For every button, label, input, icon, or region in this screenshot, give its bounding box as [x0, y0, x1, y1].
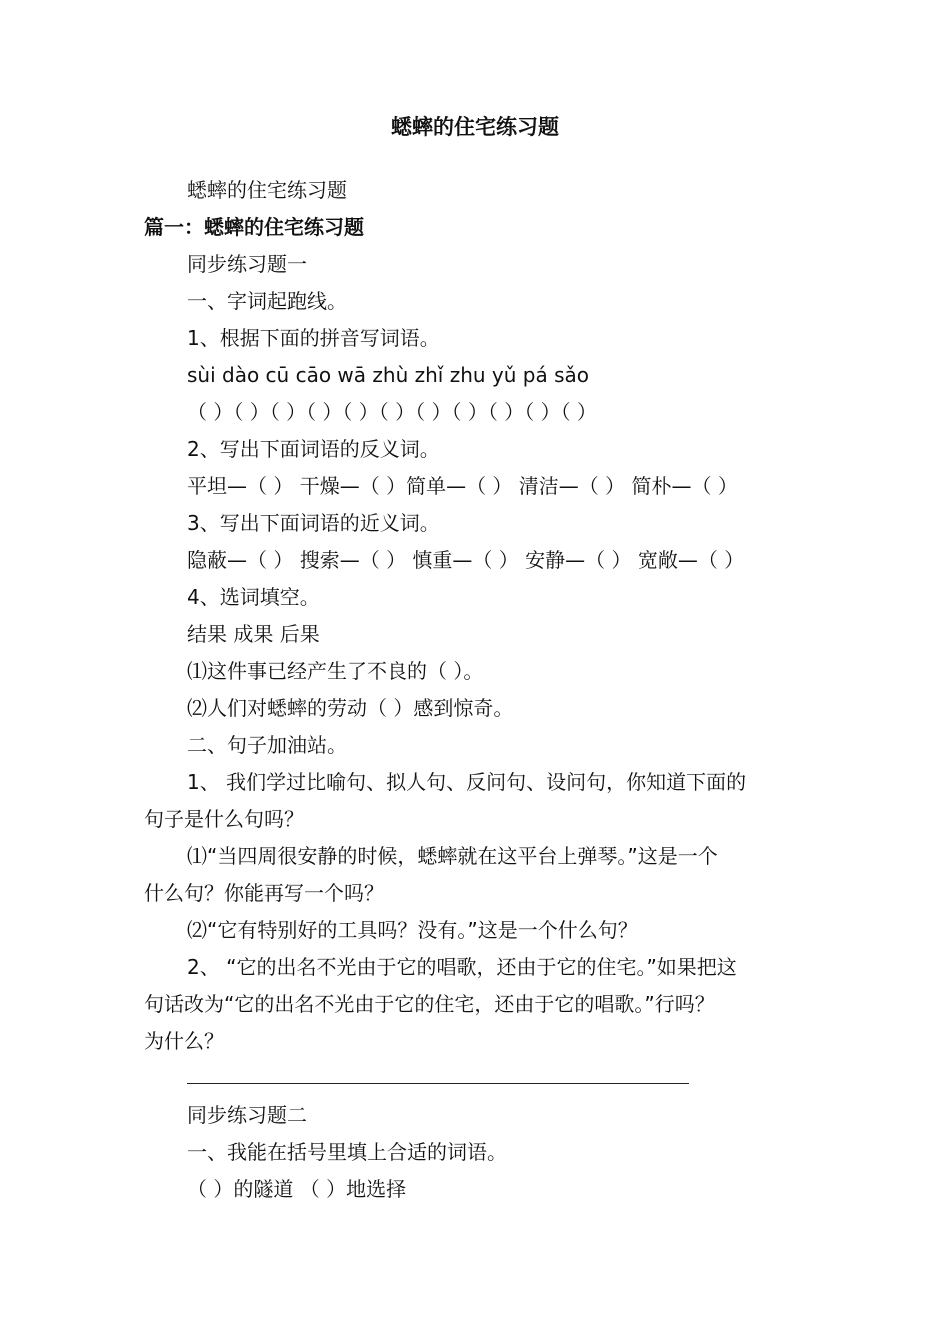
paragraph-line: 什么句？你能再写一个吗？ — [144, 881, 384, 905]
paragraph-line: ⑵“它有特别好的工具吗？没有。”这是一个什么句？ — [187, 918, 638, 942]
word-choices-line: 结果 成果 后果 — [187, 622, 320, 646]
synonym-line: 隐蔽—（ ） 搜索—（ ） 慎重—（ ） 安静—（ ） 宽敞—（ ） — [187, 548, 745, 572]
section-heading: 篇一：蟋蟀的住宅练习题 — [144, 215, 364, 239]
question-line: 4、选词填空。 — [187, 585, 320, 609]
fill-blank-line: ⑴这件事已经产生了不良的（ ）。 — [187, 659, 484, 683]
fill-blank-line: （ ）的隧道 （ ）地选择 — [187, 1177, 407, 1201]
subtitle-line: 蟋蟀的住宅练习题 — [187, 178, 347, 202]
pinyin-line: sùi dào cū cāo wā zhù zhǐ zhu yǔ pá sǎo — [187, 363, 589, 387]
question-line: 2、写出下面词语的反义词。 — [187, 437, 440, 461]
exercise-heading: 同步练习题一 — [187, 252, 307, 276]
question-line: 1、根据下面的拼音写词语。 — [187, 326, 440, 350]
fill-blank-line: ⑵人们对蟋蟀的劳动（ ）感到惊奇。 — [187, 696, 514, 720]
exercise-heading: 同步练习题二 — [187, 1103, 307, 1127]
part-heading: 一、我能在括号里填上合适的词语。 — [187, 1140, 507, 1164]
document-title: 蟋蟀的住宅练习题 — [391, 115, 559, 139]
part-heading: 二、句子加油站。 — [187, 733, 347, 757]
question-line: 3、写出下面词语的近义词。 — [187, 511, 440, 535]
answer-underline — [187, 1083, 689, 1084]
paragraph-line: 句话改为“它的出名不光由于它的住宅，还由于它的唱歌。”行吗？ — [144, 992, 715, 1016]
paragraph-line: 句子是什么句吗？ — [144, 807, 304, 831]
paragraph-line: 2、 “它的出名不光由于它的唱歌，还由于它的住宅。”如果把这 — [187, 955, 737, 979]
blank-brackets-line: （ ）（ ）（ ）（ ）（ ）（ ）（ ）（ ）（ ）（ ）（ ） — [187, 400, 597, 424]
antonym-line: 平坦—（ ） 干燥—（ ）简单—（ ） 清洁—（ ） 简朴—（ ） — [187, 474, 738, 498]
paragraph-line: 为什么？ — [144, 1029, 224, 1053]
paragraph-line: ⑴“当四周很安静的时候，蟋蟀就在这平台上弹琴。”这是一个 — [187, 844, 718, 868]
paragraph-line: 1、 我们学过比喻句、拟人句、反问句、设问句，你知道下面的 — [187, 770, 747, 794]
part-heading: 一、字词起跑线。 — [187, 289, 347, 313]
